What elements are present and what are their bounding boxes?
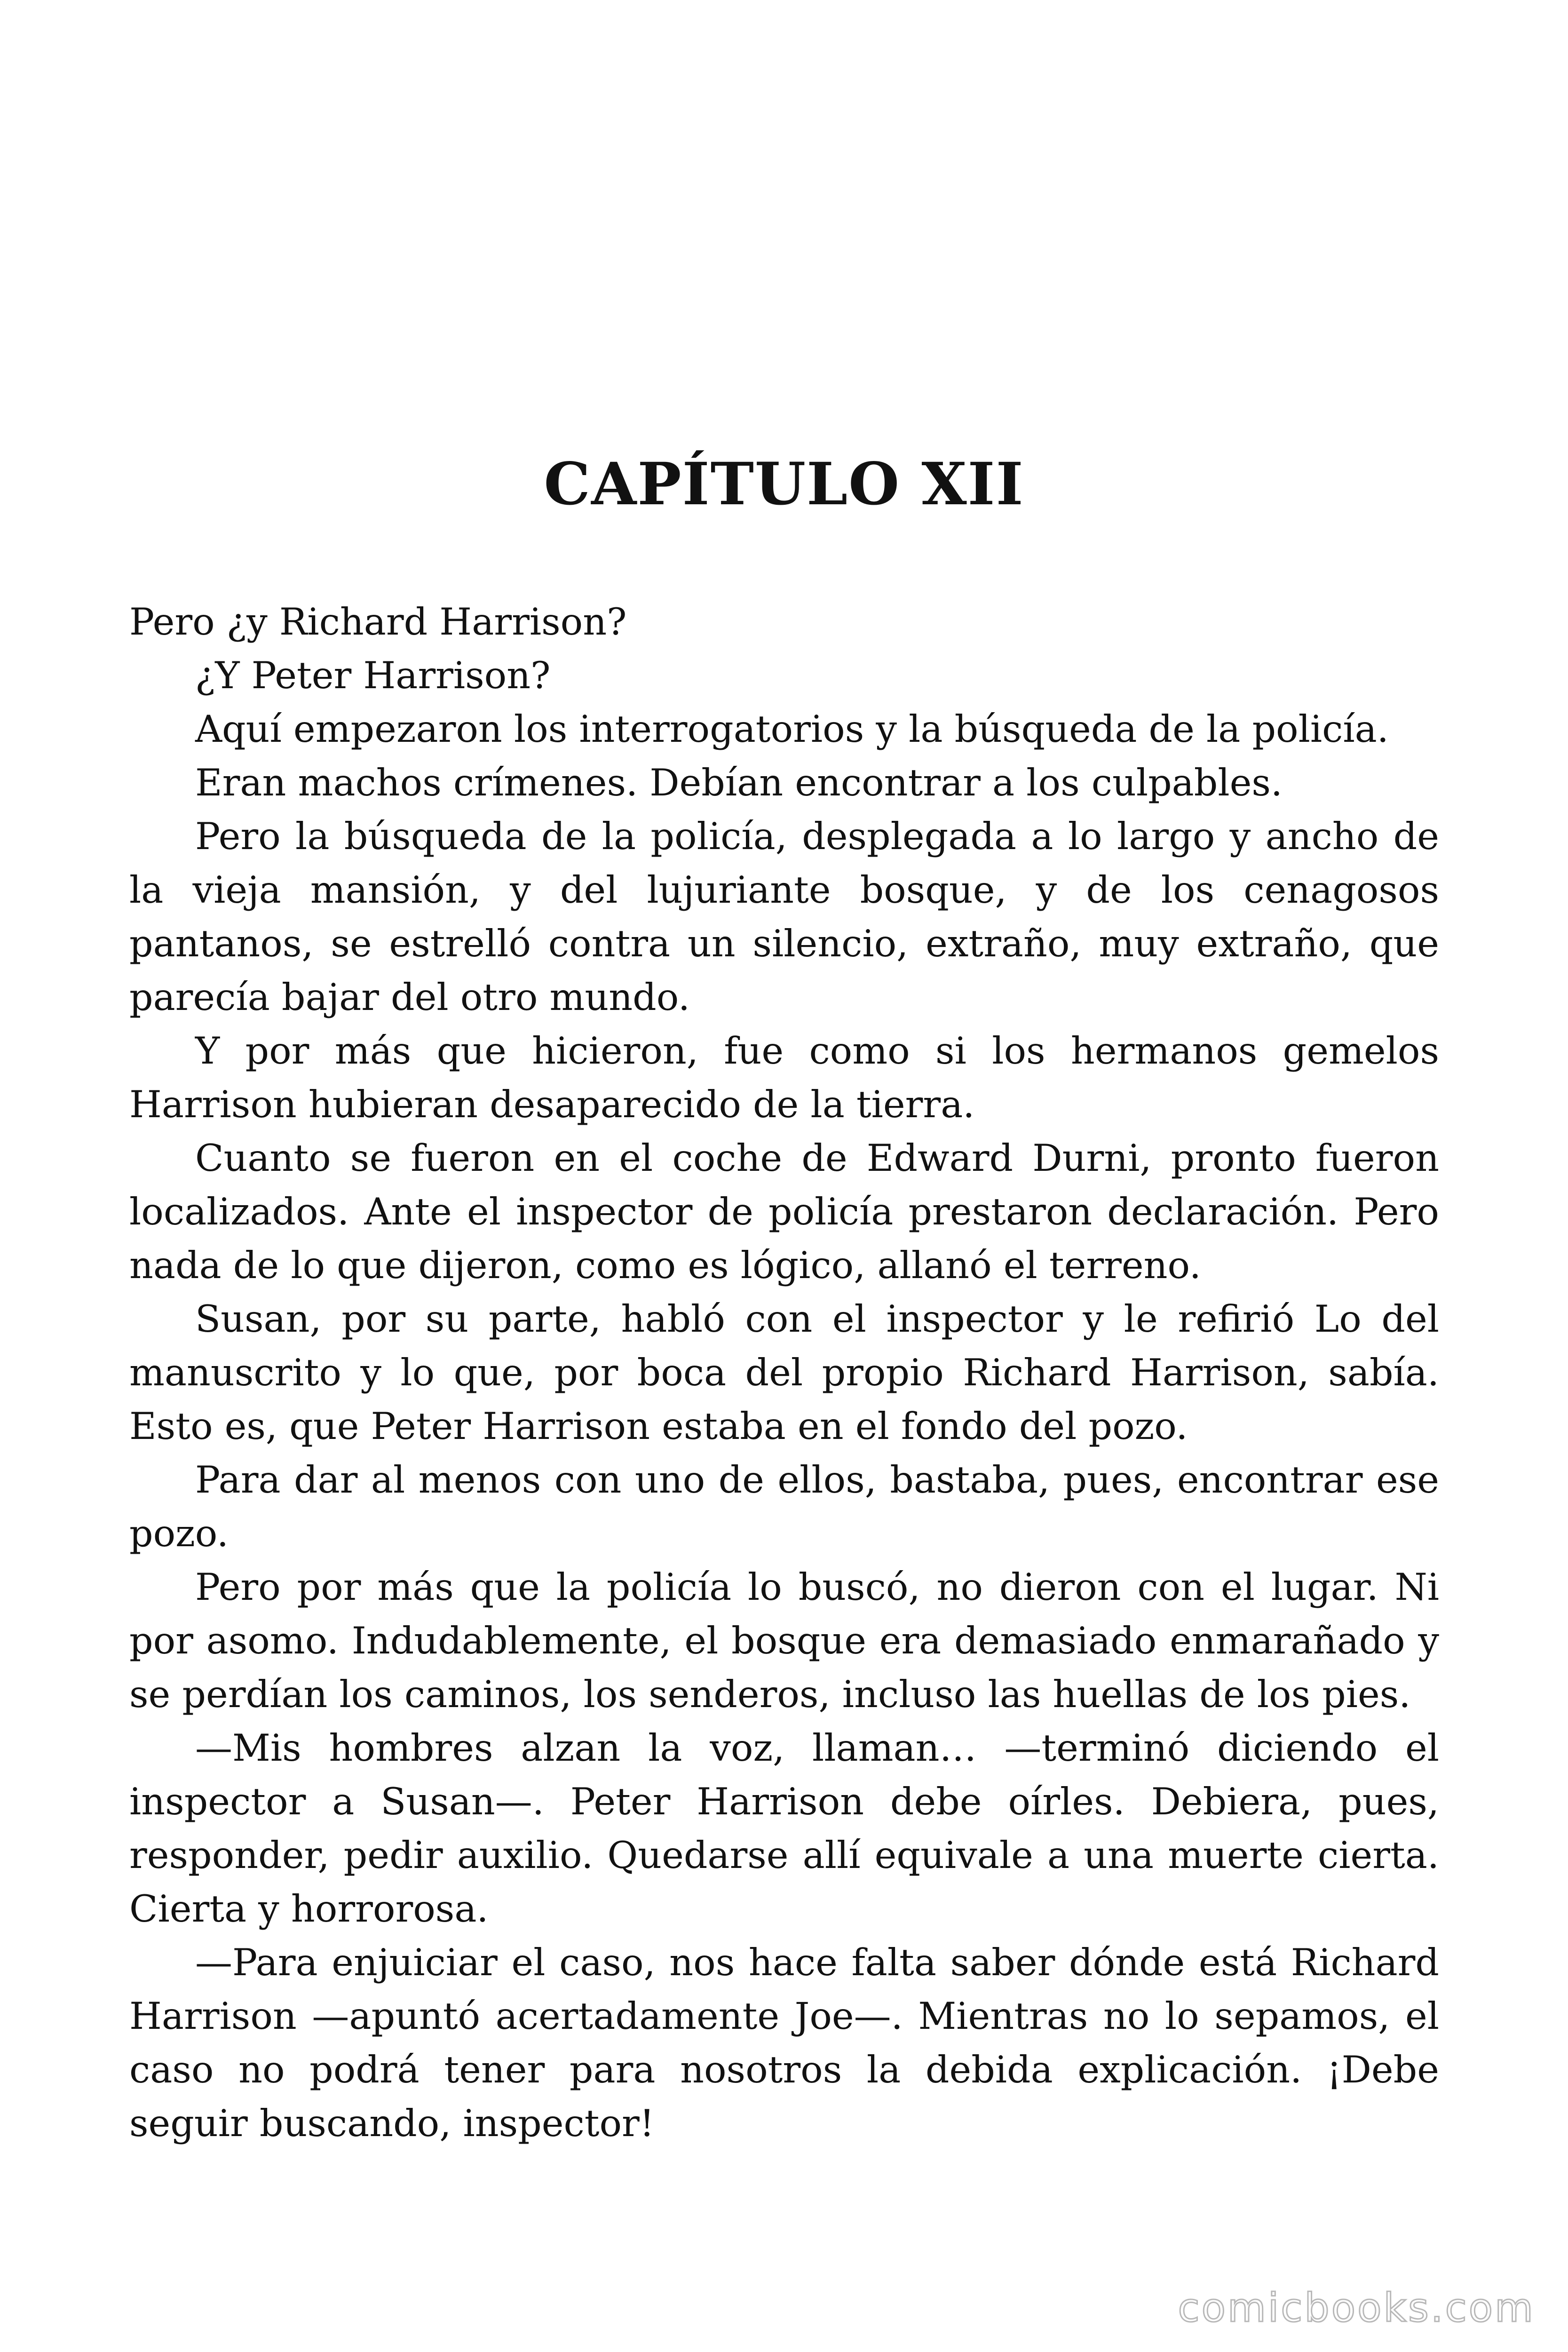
paragraph: Pero la búsqueda de la policía, desplegada a lo largo y ancho de la vieja mansión, y del lujuriante bosque, y de los cenagosos pantanos, se estrelló contra un silencio, extraño, muy extraño, que parecía bajar del otro mundo. — [129, 815, 1439, 1019]
paragraph: ¿Y Peter Harrison? — [195, 654, 551, 697]
paragraph: Pero ¿y Richard Harrison? — [129, 600, 627, 644]
paragraph: Para dar al menos con uno de ellos, bastaba, pues, encontrar ese pozo. — [129, 1458, 1439, 1555]
paragraph: Eran machos crímenes. Debían encontrar a los culpables. — [195, 761, 1283, 804]
paragraph: —Para enjuiciar el caso, nos hace falta saber dónde está Richard Harrison —apuntó acertadamente Joe—. Mientras no lo sepamos, el caso no podrá tener para nosotros la debida explicación. ¡Debe seguir buscando, inspector! — [129, 1941, 1439, 2145]
chapter-title: CAPÍTULO XII — [544, 450, 1024, 518]
paragraph: Pero por más que la policía lo buscó, no dieron con el lugar. Ni por asomo. Indudablemente, el bosque era demasiado enmarañado y se perdían los caminos, los senderos, incluso las huellas de los pies. — [129, 1565, 1439, 1716]
paragraph: Susan, por su parte, habló con el inspector y le refirió Lo del manuscrito y lo que, por boca del propio Richard Harrison, sabía. Esto es, que Peter Harrison estaba en el fondo del pozo. — [129, 1297, 1439, 1448]
watermark: comicbooks.com — [1178, 2285, 1535, 2331]
paragraph: —Mis hombres alzan la voz, llaman… —terminó diciendo el inspector a Susan—. Peter Harrison debe oírles. Debiera, pues, responder, pedir auxilio. Quedarse allí equivale a una muerte cierta. Cierta y horrorosa. — [129, 1726, 1439, 1931]
paragraph: Aquí empezaron los interrogatorios y la búsqueda de la policía. — [195, 707, 1389, 751]
chapter-body — [129, 595, 1439, 2150]
paragraph: Y por más que hicieron, fue como si los hermanos gemelos Harrison hubieran desaparecido de la tierra. — [129, 1029, 1439, 1126]
paragraph: Cuanto se fueron en el coche de Edward Durni, pronto fueron localizados. Ante el inspector de policía prestaron declaración. Pero nada de lo que dijeron, como es lógico, allanó el terreno. — [129, 1136, 1439, 1287]
